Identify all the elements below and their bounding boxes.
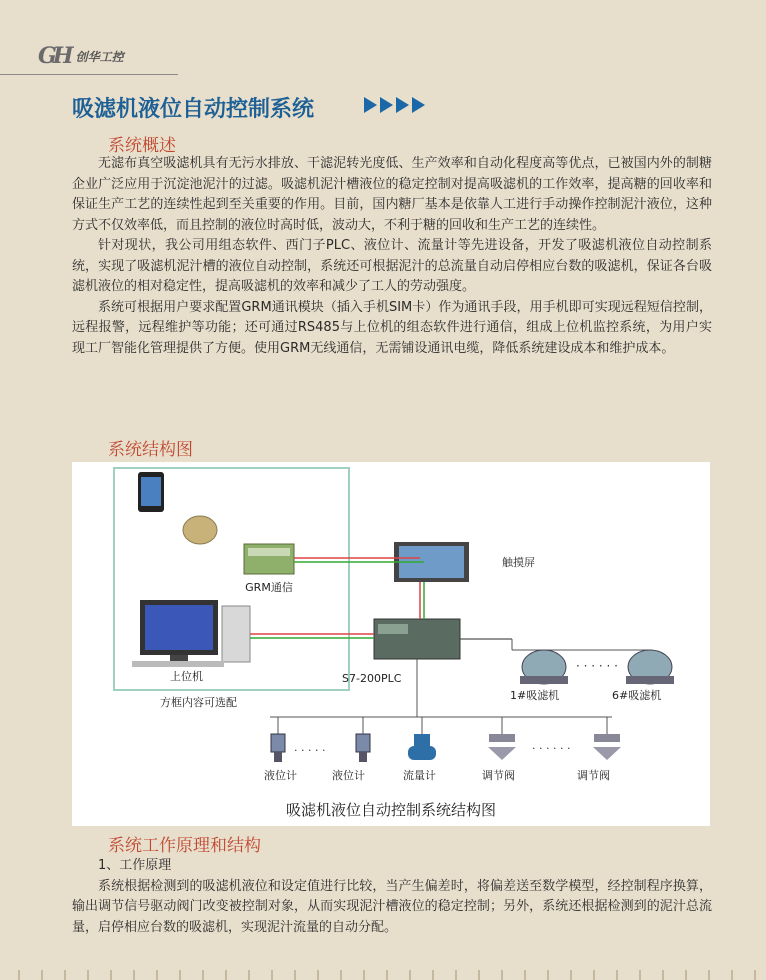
valve-2-icon: [593, 734, 621, 760]
principle-paragraph: 系统根据检测到的吸滤机液位和设定值进行比较，当产生偏差时，将偏差送至数学模型，经控制程序换算，输出调节信号驱动阀门改变被控制对象，从而实现泥汁槽液位的稳定控制；另外，系统还根据检测到的泥汁总流量，启停相应台数的吸滤机，实现泥汁流量的自动分配。: [72, 878, 712, 935]
grm-label: GRM通信: [245, 581, 293, 594]
overview-text: [72, 154, 712, 359]
page-title: 吸滤机液位自动控制系统: [72, 97, 315, 122]
footer-pattern: [0, 970, 766, 980]
valve-2-label: 调节阀: [577, 769, 610, 782]
flow-meter-icon: [408, 734, 436, 760]
svg-text:· · · · · ·: · · · · · ·: [576, 659, 618, 673]
level-meter-2-icon: [356, 734, 370, 762]
optional-label: 方框内容可选配: [160, 696, 237, 709]
valve-1-label: 调节阀: [482, 769, 515, 782]
title-arrows-icon: [364, 97, 425, 113]
logo-text: 创华工控: [75, 49, 124, 64]
overview-paragraph-2: 针对现状，我公司用组态软件、西门子PLC、液位计、流量计等先进设备，开发了吸滤机液位自动控制系统，实现了吸滤机泥汁槽的液位自动控制，系统还可根据泥汁的总流量自动启停相应台数的吸滤机，保证各台吸滤机液位的相对稳定性，提高吸滤机的效率和减少了工人的劳动强度。: [72, 238, 712, 294]
overview-paragraph-3: 系统可根据用户要求配置GRM通讯模块（插入手机SIM卡）作为通讯手段，用手机即可实现远程短信控制，远程报警，远程维护等功能；还可通过RS485与上位机的组态软件进行通信，组成上位机监控系统，为用户实现工厂智能化管理提供了方便。使用GRM无线通信，无需铺设通讯电缆，降低系统建设成本和维护成本。: [72, 299, 712, 356]
filter-6-icon: [626, 650, 674, 684]
logo-mark: GH: [38, 43, 70, 69]
svg-text:· · · · · ·: · · · · · ·: [532, 742, 571, 755]
level-meter-2-label: 液位计: [332, 769, 365, 782]
section-title-overview: 系统概述: [108, 136, 176, 156]
host-label: 上位机: [170, 670, 203, 683]
grm-module-icon: [244, 544, 294, 574]
plc-label: S7-200PLC: [342, 672, 402, 685]
company-logo: [38, 44, 124, 68]
filter-6-label: 6#吸滤机: [612, 689, 662, 702]
plc-icon: [374, 619, 460, 659]
filter-1-icon: [520, 650, 568, 684]
section-title-principle: 系统工作原理和结构: [108, 836, 261, 856]
level-meter-1-label: 液位计: [264, 769, 297, 782]
principle-subtitle: 1、工作原理: [98, 858, 172, 873]
section-title-structure: 系统结构图: [108, 440, 193, 460]
system-structure-diagram: [72, 462, 710, 826]
svg-text:· · · · ·: · · · · ·: [294, 744, 326, 757]
touch-screen-label: 触摸屏: [502, 556, 535, 569]
overview-paragraph-1: 无滤布真空吸滤机具有无污水排放、干滤泥转光度低、生产效率和自动化程度高等优点，已被国内外的制糖企业广泛应用于沉淀池泥汁的过滤。吸滤机泥汁槽液位的稳定控制对提高吸滤机的工作效率，提高糖的回收率和保证生产工艺的连续性起到至关重要的作用。目前，国内糖厂基本是依靠人工进行手动操作控制泥汁液位，这种方式不仅效率低，而且控制的液位时高时低，波动大，不利于糖的回收和生产工艺的连续性。: [72, 156, 712, 233]
header-divider: [0, 74, 178, 75]
principle-subtitle-wrap: [72, 856, 712, 938]
filter-1-label: 1#吸滤机: [510, 689, 560, 702]
valve-1-icon: [488, 734, 516, 760]
diagram-caption: 吸滤机液位自动控制系统结构图: [285, 801, 497, 819]
phone-icon: [138, 472, 164, 512]
globe-icon: [183, 516, 217, 544]
level-meter-1-icon: [271, 734, 285, 762]
host-computer-icon: [132, 600, 250, 667]
flow-meter-label: 流量计: [403, 769, 436, 782]
